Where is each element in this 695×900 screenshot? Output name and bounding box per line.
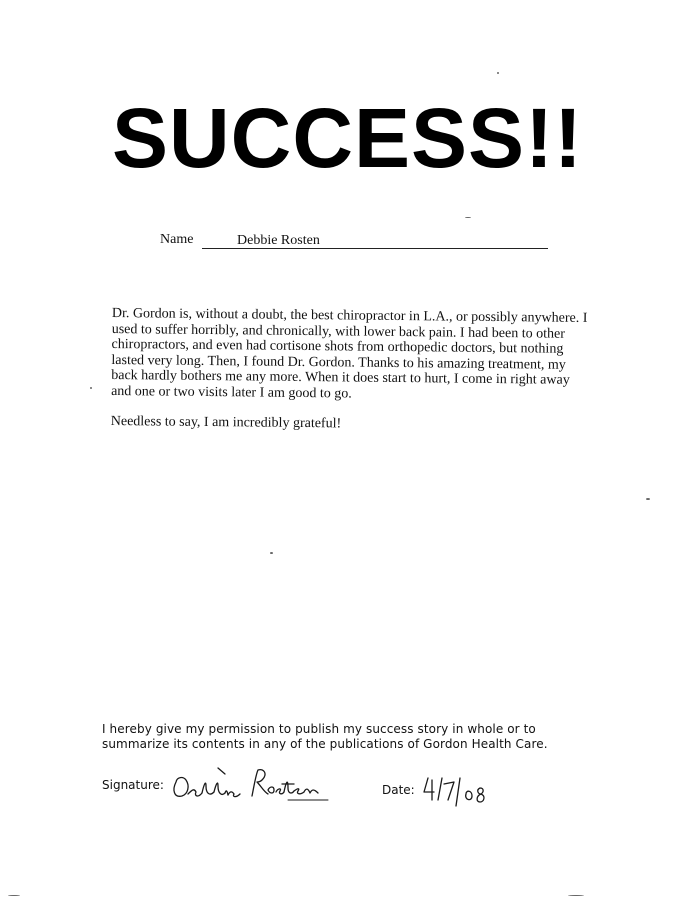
testimonial-closing: Needless to say, I am incredibly grateful! bbox=[110, 413, 342, 431]
scan-speck bbox=[8, 895, 20, 896]
scan-speck bbox=[497, 72, 499, 74]
permission-statement: I hereby give my permission to publish my success story in whole or to summarize its contents in any of the publications of Gordon Health Care. bbox=[102, 722, 548, 751]
name-value: Debbie Rosten bbox=[237, 233, 320, 248]
page-title: SUCCESS!! bbox=[111, 91, 584, 185]
name-field bbox=[160, 232, 550, 252]
scan-speck bbox=[270, 552, 273, 554]
date-label: Date: bbox=[382, 783, 415, 797]
scan-speck bbox=[465, 217, 471, 218]
scan-speck bbox=[90, 387, 92, 389]
handwritten-signature bbox=[168, 760, 338, 808]
scan-speck bbox=[646, 498, 650, 500]
signature-label: Signature: bbox=[102, 778, 164, 792]
scan-speck bbox=[568, 895, 584, 896]
handwritten-date bbox=[420, 772, 490, 812]
name-label: Name bbox=[160, 232, 194, 247]
testimonial-paragraph: Dr. Gordon is, without a doubt, the best chiropractor in L.A., or possibly anywhere. I used to suffer horribly, and chronically, with lower back pain. I had been to other chiropractors, and even had cortisone shots from orthopedic doctors, but nothing lasted very long. Then, I found Dr. Gordon. Thanks to his amazing treatment, my back hardly bothers me any more. When it does start to hurt, I come in right away and one or two visits later I am good to go. bbox=[111, 306, 588, 402]
testimonial-body bbox=[111, 306, 592, 448]
